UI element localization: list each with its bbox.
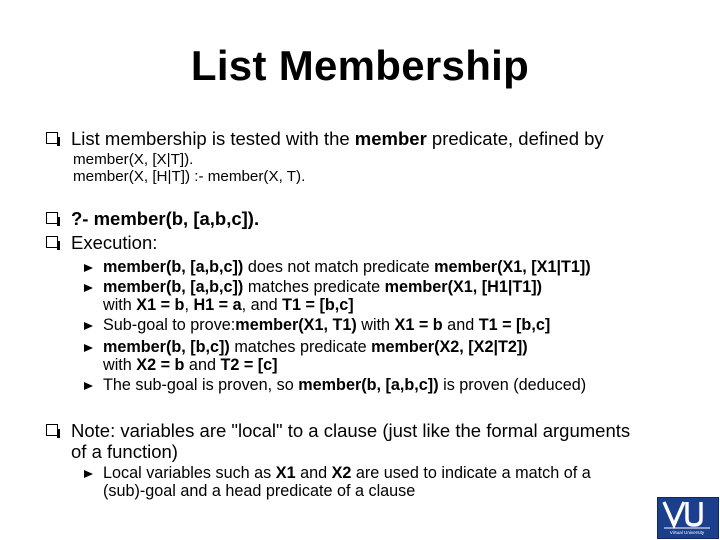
text: with (103, 356, 137, 374)
bold-text: member(b, [a,b,c]) (103, 278, 244, 296)
sub-bullet-note-continued: (sub)-goal and a head predicate of a clause (103, 482, 416, 500)
bold-text: member(X2, [X2|T2]) (371, 338, 528, 356)
square-bullet-icon (46, 132, 58, 144)
logo-caption: Virtual University (669, 530, 705, 535)
bold-text: member (354, 128, 427, 149)
bullet-execution: Execution: (71, 232, 158, 253)
text: The sub-goal is proven, so (103, 376, 299, 394)
text: Sub-goal to prove: (103, 316, 236, 334)
text: with (356, 316, 395, 334)
sub-bullet-2-continued (103, 296, 354, 315)
arrow-bullet-icon (84, 344, 93, 352)
text: does not match predicate (243, 258, 435, 276)
text: , (184, 296, 194, 314)
text: are used to indicate a match of a (351, 464, 591, 482)
slide-title: List Membership (190, 42, 530, 89)
bold-text: X2 (331, 464, 352, 482)
text: and (442, 316, 479, 334)
square-bullet-icon (46, 236, 58, 248)
code-line-2: member(X, [H|T]) :- member(X, T). (73, 168, 306, 185)
bold-text: member(b, [b,c]) (103, 338, 230, 356)
sub-bullet-note (103, 464, 591, 483)
text: predicate, defined by (426, 128, 604, 149)
square-bullet-icon (46, 424, 58, 436)
text: and (295, 464, 332, 482)
text: and (184, 356, 221, 374)
sub-bullet-4 (103, 338, 528, 357)
bold-text: member(X1, [H1|T1]) (384, 278, 543, 296)
bold-text: X1 = b (136, 296, 185, 314)
square-bullet-icon (46, 212, 58, 224)
text: with (103, 296, 137, 314)
sub-bullet-5 (103, 376, 586, 395)
bold-text: member(X1, T1) (235, 316, 357, 334)
bold-text: X2 = b (136, 356, 185, 374)
bold-text: member(b, [a,b,c]) (103, 258, 244, 276)
sub-bullet-1 (103, 258, 591, 277)
bullet-note-line-1: Note: variables are "local" to a clause (just like the formal arguments (71, 420, 631, 441)
bullet-query: ?- member(b, [a,b,c]). (71, 208, 260, 229)
sub-bullet-3 (103, 316, 550, 335)
bold-text: X1 = b (394, 316, 443, 334)
bullet-note-line-2: of a function) (71, 441, 178, 462)
bold-text: T1 = [b,c] (282, 296, 354, 314)
text: List membership is tested with the (71, 128, 355, 149)
bold-text: member(b, [a,b,c]) (298, 376, 439, 394)
arrow-bullet-icon (84, 470, 93, 478)
bold-text: T2 = [c] (220, 356, 278, 374)
text: , and (241, 296, 283, 314)
arrow-bullet-icon (84, 322, 93, 330)
bold-text: H1 = a (193, 296, 242, 314)
arrow-bullet-icon (84, 382, 93, 390)
bullet-list-membership (71, 128, 604, 150)
virtual-university-logo (657, 497, 719, 539)
bold-text: X1 (275, 464, 296, 482)
text: is proven (deduced) (438, 376, 587, 394)
bold-text: T1 = [b,c] (478, 316, 551, 334)
text: matches predicate (229, 338, 372, 356)
code-line-1: member(X, [X|T]). (73, 151, 194, 168)
arrow-bullet-icon (84, 284, 93, 292)
text: Local variables such as (103, 464, 276, 482)
bold-text: member(X1, [X1|T1]) (434, 258, 591, 276)
sub-bullet-4-continued (103, 356, 278, 375)
text: matches predicate (243, 278, 385, 296)
vu-logo-mark (658, 498, 716, 536)
sub-bullet-2 (103, 278, 542, 297)
arrow-bullet-icon (84, 264, 93, 272)
